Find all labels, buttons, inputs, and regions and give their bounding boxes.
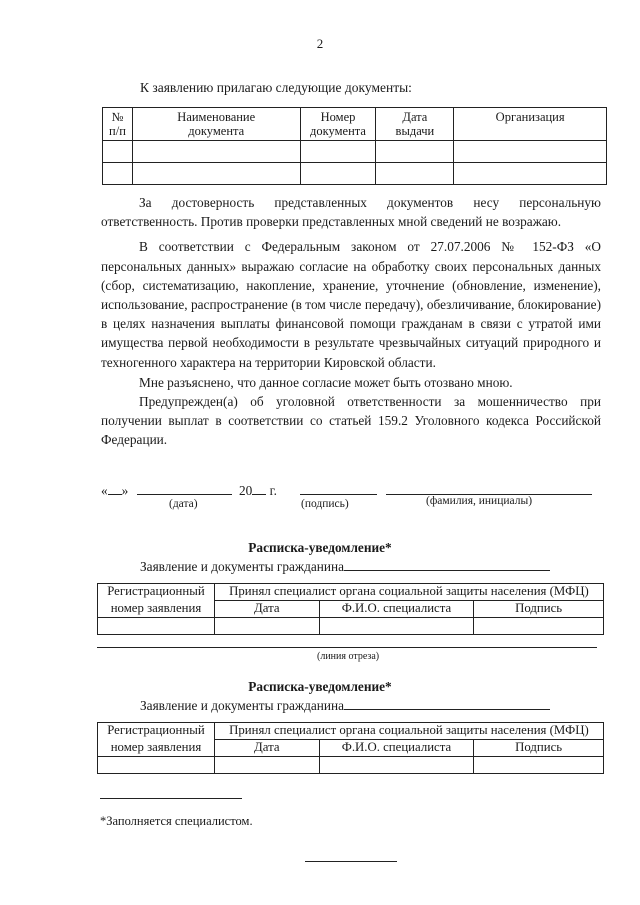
table-cell[interactable]: [98, 618, 215, 635]
bottom-rule: [305, 861, 397, 862]
footnote: *Заполняется специалистом.: [100, 814, 253, 828]
table-cell[interactable]: [103, 163, 133, 185]
reg-number-header: Регистрационный: [98, 723, 215, 740]
table-cell[interactable]: [132, 141, 300, 163]
receipt-citizen-line: Заявление и документы гражданина: [140, 557, 550, 575]
fio-header: Ф.И.О. специалиста: [319, 601, 474, 618]
accepted-header: Принял специалист органа социальной защиты населения (МФЦ): [214, 584, 603, 601]
date-caption: (дата): [169, 498, 198, 510]
col-header-doc-name: Наименование документа: [132, 108, 300, 141]
intro-text: К заявлению прилагаю следующие документы:: [140, 80, 412, 95]
table-cell[interactable]: [98, 757, 215, 774]
paragraph-warning: Предупрежден(а) об уголовной ответственности за мошенничество при получении выплат в соответствии со статьей 159.2 Уголовного кодекса Российской Федерации.: [101, 394, 601, 448]
signature-header: Подпись: [474, 601, 604, 618]
table-cell[interactable]: [214, 757, 319, 774]
receipt-title: Расписка-уведомление*: [248, 540, 392, 555]
date-header: Дата: [214, 601, 319, 618]
col-header-doc-number: Номер документа: [300, 108, 376, 141]
signature-header: Подпись: [474, 740, 604, 757]
receipt-table: [97, 722, 604, 774]
table-cell[interactable]: [474, 757, 604, 774]
table-cell[interactable]: [376, 163, 454, 185]
fio-header: Ф.И.О. специалиста: [319, 740, 474, 757]
signature-underline[interactable]: [300, 481, 377, 499]
consent-text: [101, 193, 601, 450]
table-row: [98, 618, 604, 635]
cut-line: [97, 647, 597, 648]
signature-caption: (подпись): [301, 498, 349, 510]
table-row: [103, 141, 607, 163]
table-cell[interactable]: [474, 618, 604, 635]
cut-line-label: (линия отреза): [317, 651, 380, 662]
paragraph-personal-data: В соответствии с Федеральным законом от 27.07.2006 № 152-ФЗ «О персональных данных» выражаю согласие на обработку своих персональных данных (сбор, систематизацию, накопление, хранение, уточнение (обновление, изменение), использование, распространение (в том числе передачу), обезличивание, блокирование) в целях назначения выплаты финансовой помощи гражданам в связи с утратой ими имущества первой необходимости в результате чрезвычайных ситуаций природного и техногенного характера на территории Кировской области.: [101, 239, 601, 370]
table-cell[interactable]: [300, 141, 376, 163]
reg-number-header-2: номер заявления: [98, 740, 215, 757]
table-header-row: [103, 108, 607, 141]
table-cell[interactable]: [214, 618, 319, 635]
year-field[interactable]: 20 г.: [239, 483, 277, 498]
col-header-issue-date: Дата выдачи: [376, 108, 454, 141]
table-row: [103, 163, 607, 185]
col-header-organization: Организация: [454, 108, 607, 141]
table-cell[interactable]: [132, 163, 300, 185]
documents-table: [102, 107, 607, 185]
table-row: [98, 757, 604, 774]
receipt-table: [97, 583, 604, 635]
date-underline[interactable]: [137, 481, 232, 499]
table-cell[interactable]: [454, 163, 607, 185]
accepted-header: Принял специалист органа социальной защиты населения (МФЦ): [214, 723, 603, 740]
paragraph-responsibility: За достоверность представленных документов несу персональную ответственность. Против проверки представленных мной сведений не возражаю.: [101, 195, 601, 230]
reg-number-header: Регистрационный: [98, 584, 215, 601]
table-cell[interactable]: [300, 163, 376, 185]
table-cell[interactable]: [319, 618, 474, 635]
signature-date-field[interactable]: « »: [101, 483, 129, 498]
receipt-title: Расписка-уведомление*: [248, 679, 392, 694]
name-caption: (фамилия, инициалы): [426, 495, 533, 507]
table-cell[interactable]: [376, 141, 454, 163]
col-header-number: № п/п: [103, 108, 133, 141]
table-cell[interactable]: [103, 141, 133, 163]
page-number: 2: [316, 36, 324, 51]
paragraph-revocable: Мне разъяснено, что данное согласие может быть отозвано мною.: [139, 374, 513, 390]
date-header: Дата: [214, 740, 319, 757]
table-cell[interactable]: [319, 757, 474, 774]
table-cell[interactable]: [454, 141, 607, 163]
reg-number-header-2: номер заявления: [98, 601, 215, 618]
footnote-separator: [100, 798, 242, 799]
receipt-citizen-line: Заявление и документы гражданина: [140, 696, 550, 714]
